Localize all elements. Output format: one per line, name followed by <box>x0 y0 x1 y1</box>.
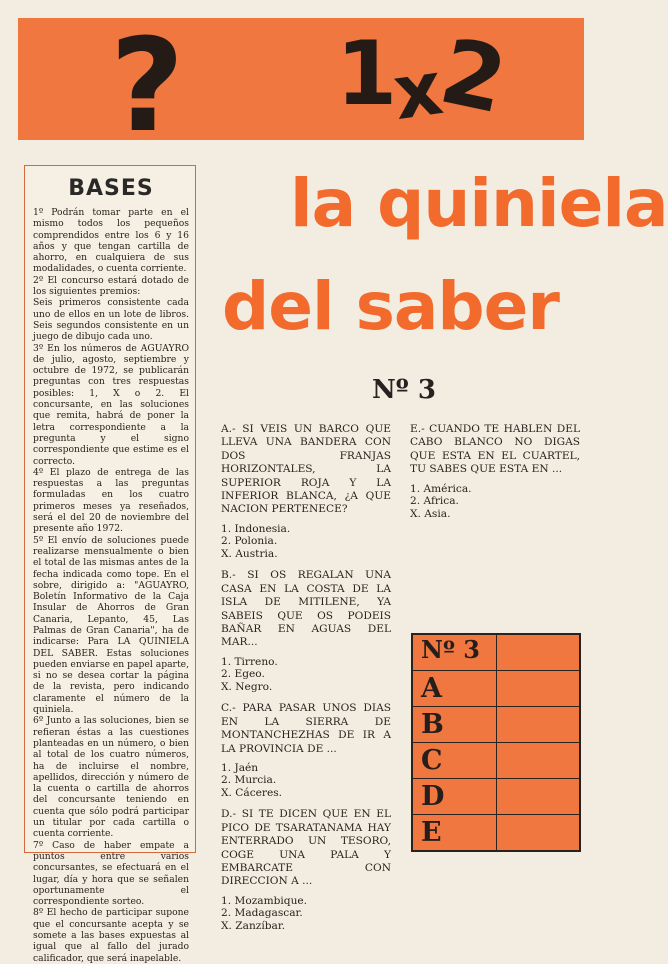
answer-option: 2. Madagascar. <box>221 907 303 920</box>
answer-grid-letter-cell <box>413 671 497 706</box>
bases-paragraph: 5º El envío de soluciones puede realizarse mensualmente o bien el total de las mismas antes de la fecha indicada como tope. En el sobre, dirigido a: "AGUAYRO, Boletín Informativo de la Caja Insular de Ahorros de Gran Canaria, Lepanto, 45, Las Palmas de Gran Canaria", ha de indicarse: Para LA QUINIELA DEL SABER. Estas soluciones pueden enviarse en papel aparte, si no se desea cortar la página de la revista, pero indicando claramente el número de la quiniela. <box>33 534 189 716</box>
banner-digit-one: 1 <box>336 22 398 125</box>
answer-grid-letter: E <box>421 817 442 848</box>
question-d <box>221 808 391 932</box>
question-a <box>221 423 391 560</box>
answer-grid-letter: C <box>421 745 443 776</box>
answer-option: X. Zanzíbar. <box>221 919 286 932</box>
header-banner <box>18 12 584 161</box>
banner-letter-x: x <box>388 45 448 137</box>
answer-grid-row <box>413 779 579 815</box>
answer-grid-header: Nº 3 <box>421 635 480 664</box>
answer-option: 2. Polonia. <box>221 535 278 548</box>
answer-grid-row <box>413 815 579 851</box>
question-text: C.- PARA PASAR UNOS DIAS EN LA SIERRA DE MONTANCHEZHAS DE IR A LA PROVINCIA DE ... <box>221 702 391 755</box>
answer-grid-letter: A <box>421 673 442 704</box>
answer-grid-letter-cell <box>413 815 497 851</box>
answer-option: 1. Mozambique. <box>221 894 308 907</box>
bases-paragraph: 2º El concurso estará dotado de los siguientes premios: <box>33 274 189 298</box>
answer-grid-letter-cell <box>413 779 497 814</box>
answer-grid-blank-cell[interactable] <box>497 671 579 706</box>
page-title-line-2: del saber <box>222 268 559 345</box>
answer-option: 1. Indonesia. <box>221 522 291 535</box>
answer-option: X. Cáceres. <box>221 786 283 799</box>
bases-paragraph: 8º El hecho de participar supone que el concursante acepta y se somete a las bases expuestas al igual que al fallo del jurado calificador, que será inapelable. <box>33 907 189 964</box>
answer-grid-header-cell <box>413 635 497 670</box>
questions-left-column <box>221 423 391 941</box>
banner-question-mark: ? <box>110 12 185 161</box>
answer-option: X. Austria. <box>221 547 278 560</box>
issue-number: Nº 3 <box>372 375 436 405</box>
answer-grid-header-blank <box>497 635 579 670</box>
answer-option: 2. Egeo. <box>221 668 265 681</box>
answer-grid-row <box>413 707 579 743</box>
question-text: A.- SI VEIS UN BARCO QUE LLEVA UNA BANDERA CON DOS FRANJAS HORIZONTALES, LA SUPERIOR ROJA Y LA INFERIOR BLANCA, ¿A QUE NACION PERTENECE? <box>221 423 391 516</box>
answer-grid-blank-cell[interactable] <box>497 743 579 778</box>
bases-box <box>24 165 196 964</box>
answer-grid-letter-cell <box>413 707 497 742</box>
answer-option: 1. América. <box>410 482 472 495</box>
question-c <box>221 702 391 799</box>
answer-grid-blank-cell[interactable] <box>497 707 579 742</box>
bases-paragraph: 3º En los números de AGUAYRO de julio, agosto, septiembre y octubre de 1972, se publicarán preguntas con tres respuestas posibles: 1, X o 2. El concursante, en las soluciones que remita, habrá de poner la letra correspondiente a la pregunta y el signo correspondiente que estime es el correcto. <box>33 342 189 467</box>
page-title-line-1: la quiniela <box>290 165 668 242</box>
answer-option: X. Negro. <box>221 680 273 693</box>
bases-paragraph: 4º El plazo de entrega de las respuestas a las preguntas formuladas en los cuatro primeros meses ya reseñados, será el del 20 de noviembre del presente año 1972. <box>33 466 189 535</box>
bases-title: BASES <box>68 176 154 201</box>
questions-right-column <box>410 423 580 529</box>
answer-grid-blank-cell[interactable] <box>497 815 579 851</box>
question-text: E.- CUANDO TE HABLEN DEL CABO BLANCO NO DIGAS QUE ESTA EN EL CUARTEL, TU SABES QUE ESTA EN ... <box>410 423 580 476</box>
answer-grid-letter: D <box>421 781 445 812</box>
answer-option: 2. Africa. <box>410 495 459 508</box>
banner-digit-two: 2 <box>431 18 515 135</box>
answer-option: 1. Jaén <box>221 761 259 774</box>
question-e <box>410 423 580 520</box>
question-b <box>221 569 391 693</box>
answer-grid-header-row <box>413 635 579 671</box>
answer-option: X. Asia. <box>410 507 451 520</box>
answer-grid-letter: B <box>421 709 444 740</box>
answer-option: 2. Murcia. <box>221 774 277 787</box>
question-text: B.- SI OS REGALAN UNA CASA EN LA COSTA DE LA ISLA DE MITILENE, YA SABEIS QUE OS PODEIS BAÑAR EN AGUAS DEL MAR... <box>221 569 391 649</box>
bases-paragraph: 1º Podrán tomar parte en el mismo todos los pequeños comprendidos entre los 6 y 16 años y que tengan cartilla de ahorro, en cualquiera de sus modalidades, o cuenta corriente. <box>33 207 189 275</box>
bases-paragraph: Seis primeros consistente cada uno de ellos en un lote de libros. Seis segundos consistente en un juego de dibujo cada uno. <box>33 297 189 343</box>
answer-grid-letter-cell <box>413 743 497 778</box>
question-text: D.- SI TE DICEN QUE EN EL PICO DE TSARATANAMA HAY ENTERRADO UN TESORO, COGE UNA PALA Y EMBARCATE CON DIRECCION A ... <box>221 808 391 888</box>
bases-text <box>33 207 189 964</box>
answer-grid <box>411 633 581 852</box>
bases-paragraph: 6º Junto a las soluciones, bien se refieran éstas a las cuestiones planteadas en un número, o bien al total de los cuatro números, ha de incluirse el nombre, apellidos, dirección y número de la cuenta o cartilla de ahorros del concursante teniendo en cuenta que sólo podrá participar un titular por cada cartilla o cuenta corriente. <box>33 715 189 840</box>
answer-grid-blank-cell[interactable] <box>497 779 579 814</box>
answer-option: 1. Tirreno. <box>221 655 278 668</box>
bases-paragraph: 7º Caso de haber empate a puntos entre varios concursantes, se efectuará en el lugar, día y hora que se señalen oportunamente el correspondiente sorteo. <box>33 839 189 908</box>
answer-grid-row <box>413 743 579 779</box>
answer-grid-row <box>413 671 579 707</box>
